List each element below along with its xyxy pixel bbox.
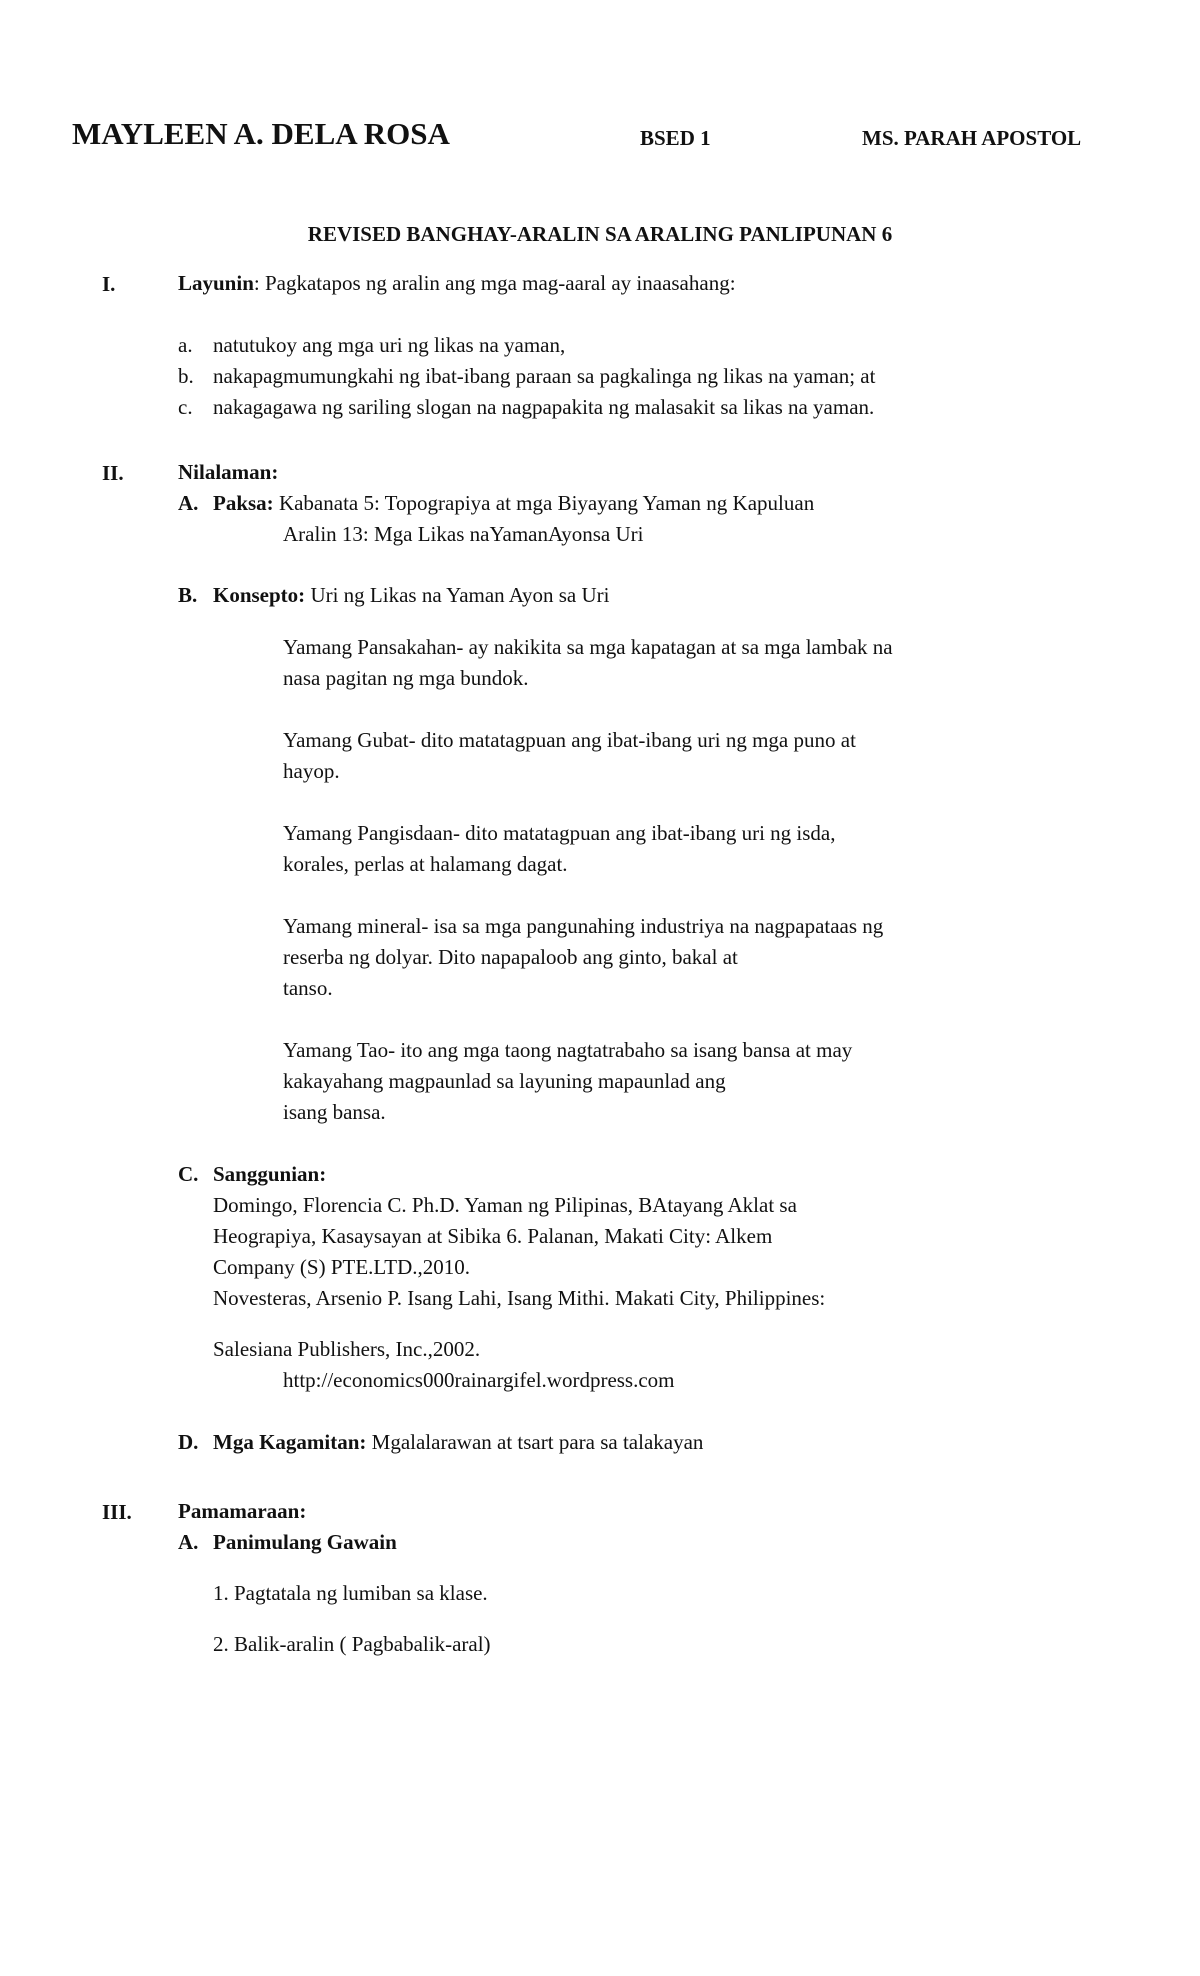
section-2-label: Nilalaman: (178, 460, 279, 484)
course-label: BSED 1 (640, 126, 711, 150)
objective-c-text: nakagagawa ng sariling slogan na nagpapakita ng malasakit sa likas na yaman. (213, 395, 875, 419)
konsepto-line (213, 580, 609, 611)
section-2-numeral: II. (102, 461, 124, 485)
concept-pansakahan-line-2: nasa pagitan ng mga bundok. (283, 666, 529, 690)
concept-gubat-line-1: Yamang Gubat- dito matatagpuan ang ibat-ibang uri ng mga puno at (283, 728, 856, 752)
section-3-numeral: III. (102, 1500, 132, 1524)
section-3-label: Pamamaraan: (178, 1499, 307, 1523)
konsepto-label: Konsepto: (213, 583, 306, 607)
reference-url[interactable]: http://economics000rainargifel.wordpress.com (283, 1368, 675, 1392)
concept-pangisdaan-line-2: korales, perlas at halamang dagat. (283, 852, 568, 876)
paksa-label: Paksa: (213, 491, 274, 515)
student-name: MAYLEEN A. DELA ROSA (72, 116, 450, 151)
concept-mineral-line-2: reserba ng dolyar. Dito napapaloob ang ginto, bakal at (283, 945, 738, 969)
kagamitan-marker: D. (178, 1430, 199, 1454)
concept-tao-line-1: Yamang Tao- ito ang mga taong nagtatrabaho sa isang bansa at may (283, 1038, 853, 1062)
objective-b-marker: b. (178, 364, 194, 388)
document-title: REVISED BANGHAY-ARALIN SA ARALING PANLIPUNAN 6 (307, 222, 893, 246)
concept-mineral-line-1: Yamang mineral- isa sa mga pangunahing industriya na nagpapataas ng (283, 914, 884, 938)
panimula-label: Panimulang Gawain (213, 1530, 397, 1554)
concept-pangisdaan-line-1: Yamang Pangisdaan- dito matatagpuan ang ibat-ibang uri ng isda, (283, 821, 836, 845)
sanggunian-label: Sanggunian: (213, 1162, 327, 1186)
concept-tao-line-3: isang bansa. (283, 1100, 386, 1124)
paksa-text: Kabanata 5: Topograpiya at mga Biyayang Yaman ng Kapuluan (278, 491, 815, 515)
section-1-label: Layunin (178, 271, 254, 295)
teacher-name: MS. PARAH APOSTOL (862, 126, 1082, 150)
section-1-heading (178, 268, 736, 299)
konsepto-marker: B. (178, 583, 198, 607)
objective-b-text: nakapagmumungkahi ng ibat-ibang paraan sa pagkalinga ng likas na yaman; at (213, 364, 876, 388)
objective-a-text: natutukoy ang mga uri ng likas na yaman, (213, 333, 566, 357)
reference-line-1: Domingo, Florencia C. Ph.D. Yaman ng Pilipinas, BAtayang Aklat sa (213, 1193, 797, 1217)
konsepto-text: Uri ng Likas na Yaman Ayon sa Uri (310, 583, 610, 607)
concept-pansakahan-line-1: Yamang Pansakahan- ay nakikita sa mga kapatagan at sa mga lambak na (283, 635, 893, 659)
paksa-text-2: Aralin 13: Mga Likas naYamanAyonsa Uri (283, 522, 644, 546)
kagamitan-line (213, 1427, 703, 1458)
concept-gubat-line-2: hayop. (283, 759, 340, 783)
reference-publisher: Salesiana Publishers, Inc.,2002. (213, 1337, 481, 1361)
concept-mineral-line-3: tanso. (283, 976, 333, 1000)
reference-line-2: Heograpiya, Kasaysayan at Sibika 6. Palanan, Makati City: Alkem (213, 1224, 773, 1248)
sanggunian-marker: C. (178, 1162, 199, 1186)
kagamitan-text: Mgalalarawan at tsart para sa talakayan (371, 1430, 704, 1454)
step-1: 1. Pagtatala ng lumiban sa klase. (213, 1581, 488, 1605)
paksa-line (213, 488, 814, 519)
paksa-marker: A. (178, 491, 199, 515)
objective-a-marker: a. (178, 333, 193, 357)
panimula-marker: A. (178, 1530, 199, 1554)
kagamitan-label: Mga Kagamitan: (213, 1430, 367, 1454)
section-1-numeral: I. (102, 272, 116, 296)
reference-line-4: Novesteras, Arsenio P. Isang Lahi, Isang Mithi. Makati City, Philippines: (213, 1286, 826, 1310)
objective-c-marker: c. (178, 395, 193, 419)
reference-line-3: Company (S) PTE.LTD.,2010. (213, 1255, 471, 1279)
section-1-text: : Pagkatapos ng aralin ang mga mag-aaral ay inaasahang: (253, 271, 736, 295)
step-2: 2. Balik-aralin ( Pagbabalik-aral) (213, 1632, 491, 1656)
concept-tao-line-2: kakayahang magpaunlad sa layuning mapaunlad ang (283, 1069, 726, 1093)
